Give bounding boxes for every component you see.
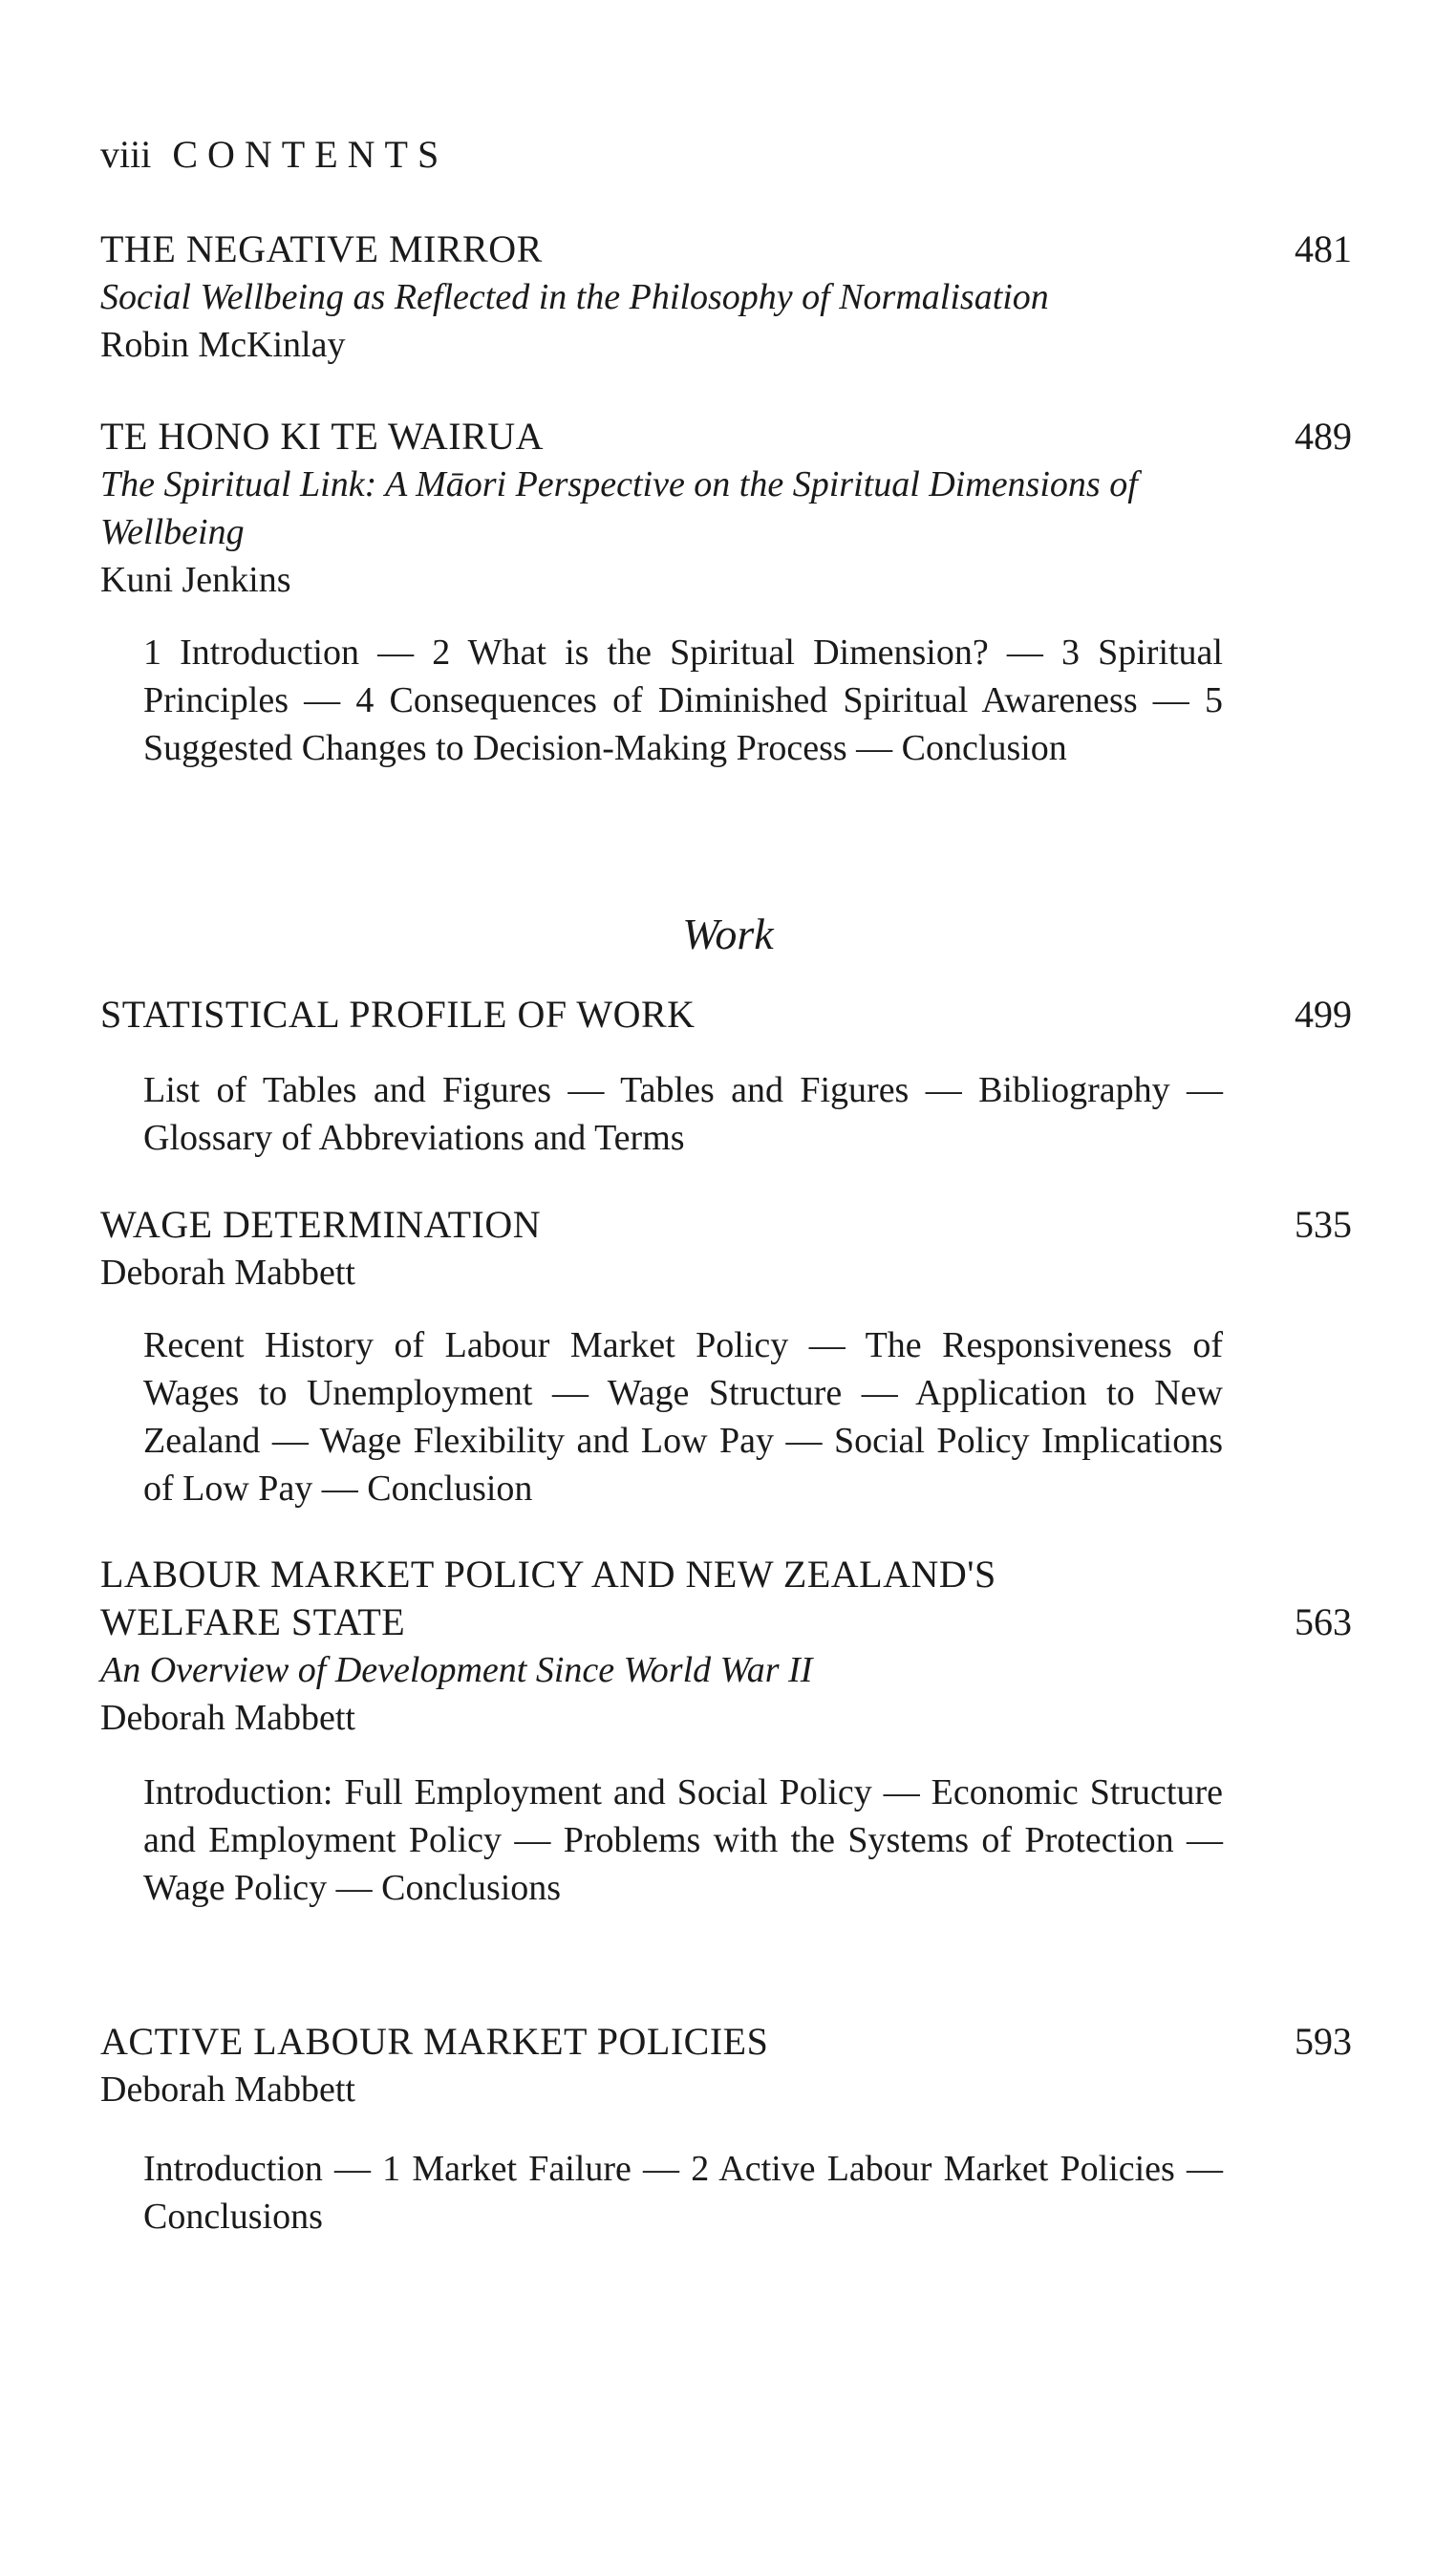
- entry-title-line-2: WELFARE STATE: [100, 1600, 406, 1643]
- toc-entry-te-hono-ki-te-wairua[interactable]: [100, 413, 1352, 772]
- toc-entry-active-labour-market-policies[interactable]: [100, 2018, 1352, 2241]
- entry-title: STATISTICAL PROFILE OF WORK: [100, 993, 696, 1036]
- entry-page-number: 481: [1295, 227, 1352, 270]
- running-head-title: CONTENTS: [172, 133, 449, 176]
- entry-page-number: 535: [1295, 1203, 1352, 1246]
- entry-summary: List of Tables and Figures — Tables and Figures — Bibliography — Glossary of Abbreviations and Terms: [143, 1070, 1223, 1158]
- entry-page-number: 563: [1295, 1600, 1352, 1643]
- entry-title: WAGE DETERMINATION: [100, 1203, 542, 1246]
- entry-summary: 1 Introduction — 2 What is the Spiritual Dimension? — 3 Spiritual Principles — 4 Consequences of Diminished Spiritual Awareness — 5 Suggested Changes to Decision-Making Process — Conclusion: [143, 633, 1223, 768]
- entry-author: Deborah Mabbett: [100, 1698, 355, 1738]
- section-heading-work: Work: [682, 910, 774, 958]
- entry-title-line-1: LABOUR MARKET POLICY AND NEW ZEALAND'S: [100, 1553, 996, 1596]
- entry-author: Deborah Mabbett: [100, 1253, 355, 1293]
- entry-subtitle: Social Wellbeing as Reflected in the Philosophy of Normalisation: [100, 277, 1049, 317]
- entry-author: Deborah Mabbett: [100, 2069, 355, 2110]
- entry-subtitle: The Spiritual Link: A Māori Perspective on the Spiritual Dimensions of Wellbeing: [100, 464, 1138, 552]
- entry-summary: Introduction — 1 Market Failure — 2 Active Labour Market Policies — Conclusions: [143, 2149, 1223, 2237]
- entry-author: Kuni Jenkins: [100, 560, 291, 600]
- toc-entry-statistical-profile-of-work[interactable]: [100, 991, 1352, 1162]
- entry-summary: Introduction: Full Employment and Social Policy — Economic Structure and Employment Policy — Problems with the Systems of Protection — Wage Policy — Conclusions: [143, 1772, 1223, 1908]
- toc-entry-negative-mirror[interactable]: [100, 225, 1352, 369]
- toc-entry-labour-market-policy-welfare-state[interactable]: [100, 1551, 1352, 1912]
- toc-entry-wage-determination[interactable]: [100, 1201, 1352, 1512]
- page-number: viii: [100, 133, 152, 176]
- entry-title: TE HONO KI TE WAIRUA: [100, 415, 545, 458]
- entry-author: Robin McKinlay: [100, 325, 346, 365]
- running-head: [100, 132, 448, 178]
- entry-title: ACTIVE LABOUR MARKET POLICIES: [100, 2020, 769, 2063]
- entry-page-number: 499: [1295, 993, 1352, 1036]
- entry-subtitle: An Overview of Development Since World War II: [100, 1650, 813, 1690]
- entry-page-number: 489: [1295, 415, 1352, 458]
- entry-page-number: 593: [1295, 2020, 1352, 2063]
- entry-title: THE NEGATIVE MIRROR: [100, 227, 543, 270]
- entry-summary: Recent History of Labour Market Policy — The Responsiveness of Wages to Unemployment — Wage Structure — Application to New Zealand — Wage Flexibility and Low Pay — Social Policy Implications of Low Pay — Conclusion: [143, 1325, 1223, 1509]
